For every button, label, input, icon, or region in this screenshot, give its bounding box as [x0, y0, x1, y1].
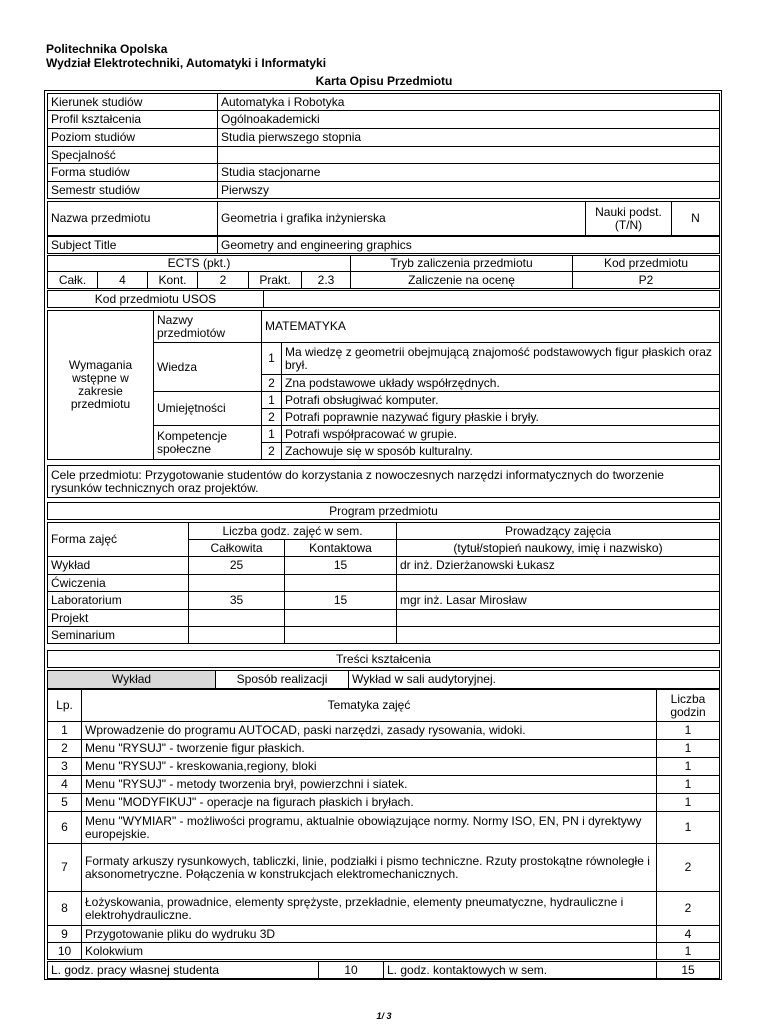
prow-cell: dr inż. Dzierżanowski Łukasz [397, 557, 720, 575]
komp-label: Kompetencje społeczne [154, 426, 262, 460]
topic-cell: Menu "RYSUJ" - metody tworzenia brył, powierzchni i siatek. [82, 776, 657, 794]
info-label: Profil kształcenia [48, 111, 218, 129]
calk-cell [189, 610, 285, 627]
kontaktowa-label: Kontaktowa [285, 540, 397, 557]
program-row [48, 610, 720, 627]
topic-row [48, 740, 720, 758]
own-work-label: L. godz. pracy własnej studenta [48, 962, 319, 979]
sposob-label: Sposób realizacji [216, 671, 349, 689]
program-row [48, 575, 720, 592]
prereq-text: Zna podstawowe układy współrzędnych. [282, 375, 720, 392]
nauki-value: N [672, 202, 720, 236]
own-work-value: 10 [319, 962, 384, 979]
info-label: Kierunek studiów [48, 94, 218, 111]
info-table [47, 93, 720, 199]
topic-cell: Menu "RYSUJ" - kreskowania,regiony, bloki [82, 758, 657, 776]
forma-label: Forma zajęć [48, 523, 189, 557]
prereq-text: Potrafi obsługiwać komputer. [282, 392, 720, 409]
hours-cell: 1 [657, 722, 720, 740]
lp-cell: 8 [48, 892, 82, 926]
calk-value: 4 [98, 272, 148, 289]
lp-cell: 4 [48, 776, 82, 794]
calk-cell: 25 [189, 557, 285, 575]
prereq-number: 1 [262, 426, 282, 443]
subject-title-value: Geometry and engineering graphics [218, 237, 720, 254]
info-value: Studia stacjonarne [218, 164, 720, 182]
prereq-text: Ma wiedzę z geometrii obejmującą znajomość podstawowych figur płaskich oraz brył. [282, 343, 720, 375]
prereq-number: 2 [262, 443, 282, 460]
kod-label: Kod przedmiotu [573, 256, 720, 272]
hours-cell: 4 [657, 926, 720, 943]
prakt-value: 2.3 [302, 272, 351, 289]
topic-row [48, 943, 720, 960]
subject-title-table [47, 236, 720, 254]
info-row [48, 182, 720, 199]
program-row [48, 592, 720, 610]
hours-cell: 1 [657, 758, 720, 776]
subject-name-value: Geometria i grafika inżynierska [218, 202, 586, 236]
lp-cell: 5 [48, 794, 82, 812]
topic-row [48, 794, 720, 812]
kod-value: P2 [573, 272, 720, 289]
liczba-label: Liczba godz. zajęć w sem. [189, 523, 397, 540]
topic-row [48, 926, 720, 943]
prow-cell [397, 575, 720, 592]
topic-row [48, 722, 720, 740]
topic-cell: Wprowadzenie do programu AUTOCAD, paski narzędzi, zasady rysowania, widoki. [82, 722, 657, 740]
forma-cell: Wykład [48, 557, 189, 575]
program-row [48, 627, 720, 644]
prow-cell [397, 627, 720, 644]
contact-hours-value: 15 [657, 962, 720, 979]
info-row [48, 111, 720, 129]
topic-cell: Menu "MODYFIKUJ" - operacje na figurach płaskich i bryłach. [82, 794, 657, 812]
university-name: Politechnika Opolska [46, 42, 168, 56]
kont-cell: 15 [285, 557, 397, 575]
forma-cell: Projekt [48, 610, 189, 627]
nazwy-value: MATEMATYKA [262, 311, 720, 343]
forma-cell: Seminarium [48, 627, 189, 644]
info-label: Forma studiów [48, 164, 218, 182]
cele-table [47, 465, 720, 498]
lp-cell: 1 [48, 722, 82, 740]
prereq-table [47, 310, 720, 460]
kont-cell [285, 610, 397, 627]
info-value [218, 147, 720, 164]
wyklad-tab-label: Wykład [48, 671, 216, 689]
prakt-label: Prakt. [249, 272, 302, 289]
topic-row [48, 892, 720, 926]
calk-cell [189, 575, 285, 592]
lp-cell: 2 [48, 740, 82, 758]
topic-row [48, 758, 720, 776]
prereq-text: Potrafi współpracować w grupie. [282, 426, 720, 443]
kont-cell [285, 575, 397, 592]
lp-header: Lp. [48, 690, 82, 722]
ects-table [47, 255, 720, 289]
prow-sub-label: (tytuł/stopień naukowy, imię i nazwisko) [397, 540, 720, 557]
kont-cell: 15 [285, 592, 397, 610]
page-number: 1/ 3 [376, 1011, 392, 1021]
prereq-number: 2 [262, 375, 282, 392]
usos-table [47, 290, 720, 308]
contact-hours-label: L. godz. kontaktowych w sem. [384, 962, 657, 979]
wiedza-label: Wiedza [154, 343, 262, 392]
tryb-value: Zaliczenie na ocenę [351, 272, 573, 289]
program-row [48, 557, 720, 575]
tryb-label: Tryb zaliczenia przedmiotu [351, 256, 573, 272]
info-row [48, 147, 720, 164]
totals-table [47, 961, 720, 979]
info-value: Pierwszy [218, 182, 720, 199]
hours-cell: 1 [657, 943, 720, 960]
kont-label: Kont. [148, 272, 198, 289]
topic-cell: Menu "WYMIAR" - możliwości programu, aktualnie obowiązujące normy. Normy ISO, EN, PN i dyrektywy europejskie. [82, 812, 657, 844]
lp-cell: 3 [48, 758, 82, 776]
info-label: Semestr studiów [48, 182, 218, 199]
topic-cell: Przygotowanie pliku do wydruku 3D [82, 926, 657, 943]
info-row [48, 164, 720, 182]
forma-cell: Ćwiczenia [48, 575, 189, 592]
program-title-table [47, 502, 720, 520]
liczba-godzin-header: Liczba godzin [657, 690, 720, 722]
hours-cell: 2 [657, 844, 720, 892]
lp-cell: 9 [48, 926, 82, 943]
prow-cell: mgr inż. Lasar Mirosław [397, 592, 720, 610]
topic-cell: Menu "RYSUJ" - tworzenie figur płaskich. [82, 740, 657, 758]
info-value: Automatyka i Robotyka [218, 94, 720, 111]
topic-row [48, 776, 720, 794]
program-title: Program przedmiotu [48, 503, 720, 520]
info-value: Ogólnoakademicki [218, 111, 720, 129]
tresci-title: Treści kształcenia [48, 651, 720, 668]
usos-value [264, 291, 720, 308]
topic-cell: Kolokwium [82, 943, 657, 960]
info-row [48, 129, 720, 147]
lp-cell: 10 [48, 943, 82, 960]
sposob-value: Wykład w sali audytoryjnej. [349, 671, 720, 689]
info-value: Studia pierwszego stopnia [218, 129, 720, 147]
calk-label: Całk. [48, 272, 98, 289]
prow-label: Prowadzący zajęcia [397, 523, 720, 540]
lp-cell: 6 [48, 812, 82, 844]
prereq-text: Potrafi poprawnie nazywać figury płaskie i bryły. [282, 409, 720, 426]
document-title: Karta Opisu Przedmiotu [315, 74, 453, 88]
program-table [47, 522, 720, 644]
topic-row [48, 844, 720, 892]
info-label: Specjalność [48, 147, 218, 164]
tresci-title-table [47, 650, 720, 668]
prereq-number: 2 [262, 409, 282, 426]
hours-cell: 1 [657, 812, 720, 844]
cele-text: Cele przedmiotu: Przygotowanie studentów do korzystania z nowoczesnych narzędzi informatycznych do tworzenie rysunków technicznych oraz projektów. [48, 466, 720, 498]
sposob-table [47, 670, 720, 689]
info-row [48, 94, 720, 111]
info-label: Poziom studiów [48, 129, 218, 147]
hours-cell: 1 [657, 740, 720, 758]
prereq-number: 1 [262, 343, 282, 375]
prow-cell [397, 610, 720, 627]
topics-table [47, 689, 720, 960]
calk-cell [189, 627, 285, 644]
topic-row [48, 812, 720, 844]
subject-table [47, 201, 720, 236]
prereq-text: Zachowuje się w sposób kulturalny. [282, 443, 720, 460]
hours-cell: 1 [657, 776, 720, 794]
topic-cell: Formaty arkuszy rysunkowych, tabliczki, linie, podziałki i pismo techniczne. Rzuty prostokątne równoległe i aksonometryczne. Połączenia w konstrukcjach elektromechanicznych. [82, 844, 657, 892]
hours-cell: 1 [657, 794, 720, 812]
umiej-label: Umiejętności [154, 392, 262, 426]
prereq-number: 1 [262, 392, 282, 409]
nazwy-label: Nazwy przedmiotów [154, 311, 262, 343]
calkowita-label: Całkowita [189, 540, 285, 557]
subject-name-label: Nazwa przedmiotu [48, 202, 218, 236]
ects-label: ECTS (pkt.) [48, 256, 351, 272]
kont-value: 2 [198, 272, 249, 289]
faculty-name: Wydział Elektrotechniki, Automatyki i Informatyki [46, 56, 327, 70]
hours-cell: 2 [657, 892, 720, 926]
nauki-label: Nauki podst. (T/N) [586, 202, 672, 236]
forma-cell: Laboratorium [48, 592, 189, 610]
subject-title-label: Subject Title [48, 237, 218, 254]
topic-cell: Łożyskowania, prowadnice, elementy sprężyste, przekładnie, elementy pneumatyczne, hydrauliczne i elektrohydrauliczne. [82, 892, 657, 926]
calk-cell: 35 [189, 592, 285, 610]
prereq-main-label: Wymagania wstępne w zakresie przedmiotu [48, 311, 154, 460]
kont-cell [285, 627, 397, 644]
tematyka-header: Tematyka zajęć [82, 690, 657, 722]
lp-cell: 7 [48, 844, 82, 892]
usos-label: Kod przedmiotu USOS [48, 291, 264, 308]
